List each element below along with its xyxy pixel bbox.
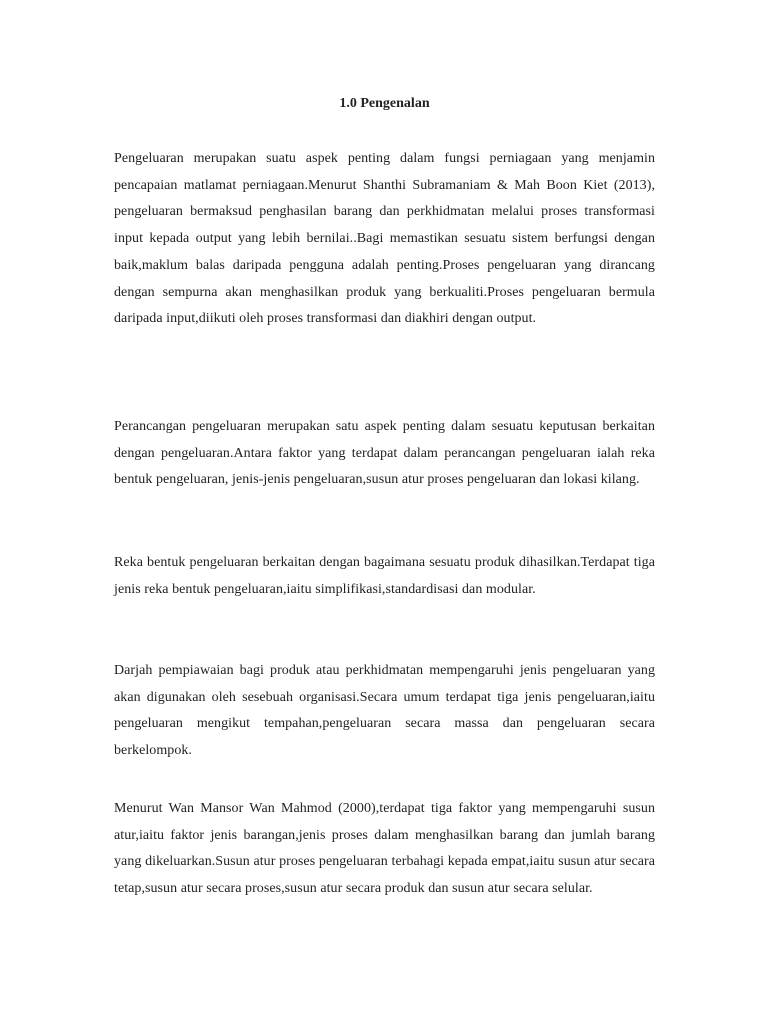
paragraph-production-design: Reka bentuk pengeluaran berkaitan dengan bagaimana sesuatu produk dihasilkan.Terdapat tiga jenis reka bentuk pengeluaran,iaitu simplifikasi,standardisasi dan modular. — [114, 555, 655, 597]
paragraph-production-planning: Perancangan pengeluaran merupakan satu aspek penting dalam sesuatu keputusan berkaitan dengan pengeluaran.Antara faktor yang terdapat dalam perancangan pengeluaran ialah reka bentuk pengeluaran, jenis-jenis pengeluaran,susun atur proses pengeluaran dan lokasi kilang. — [114, 419, 655, 488]
paragraph-layout-factors: Menurut Wan Mansor Wan Mahmod (2000),terdapat tiga faktor yang mempengaruhi susun atur,iaitu faktor jenis barangan,jenis proses dalam menghasilkan barang dan jumlah barang yang dikeluarkan.Susun atur proses pengeluaran terbahagi kepada empat,iaitu susun atur secara tetap,susun atur secara proses,susun atur secara produk dan susun atur secara selular. — [114, 801, 655, 897]
paragraph-introduction: Pengeluaran merupakan suatu aspek penting dalam fungsi perniagaan yang menjamin pencapaian matlamat perniagaan.Menurut Shanthi Subramaniam & Mah Boon Kiet (2013), pengeluaran bermaksud penghasilan barang dan perkhidmatan melalui proses transformasi input kepada output yang lebih bernilai..Bagi memastikan sesuatu sistem berfungsi dengan baik,maklum balas daripada pengguna adalah penting.Proses pengeluaran yang dirancang dengan sempurna akan menghasilkan produk yang berkualiti.Proses pengeluaran bermula daripada input,diikuti oleh proses transformasi dan diakhiri dengan output. — [114, 151, 655, 327]
section-title: 1.0 Pengenalan — [339, 96, 430, 111]
paragraph-production-types: Darjah pempiawaian bagi produk atau perkhidmatan mempengaruhi jenis pengeluaran yang akan digunakan oleh sesebuah organisasi.Secara umum terdapat tiga jenis pengeluaran,iaitu pengeluaran mengikut tempahan,pengeluaran secara massa dan pengeluaran secara berkelompok. — [114, 663, 655, 759]
